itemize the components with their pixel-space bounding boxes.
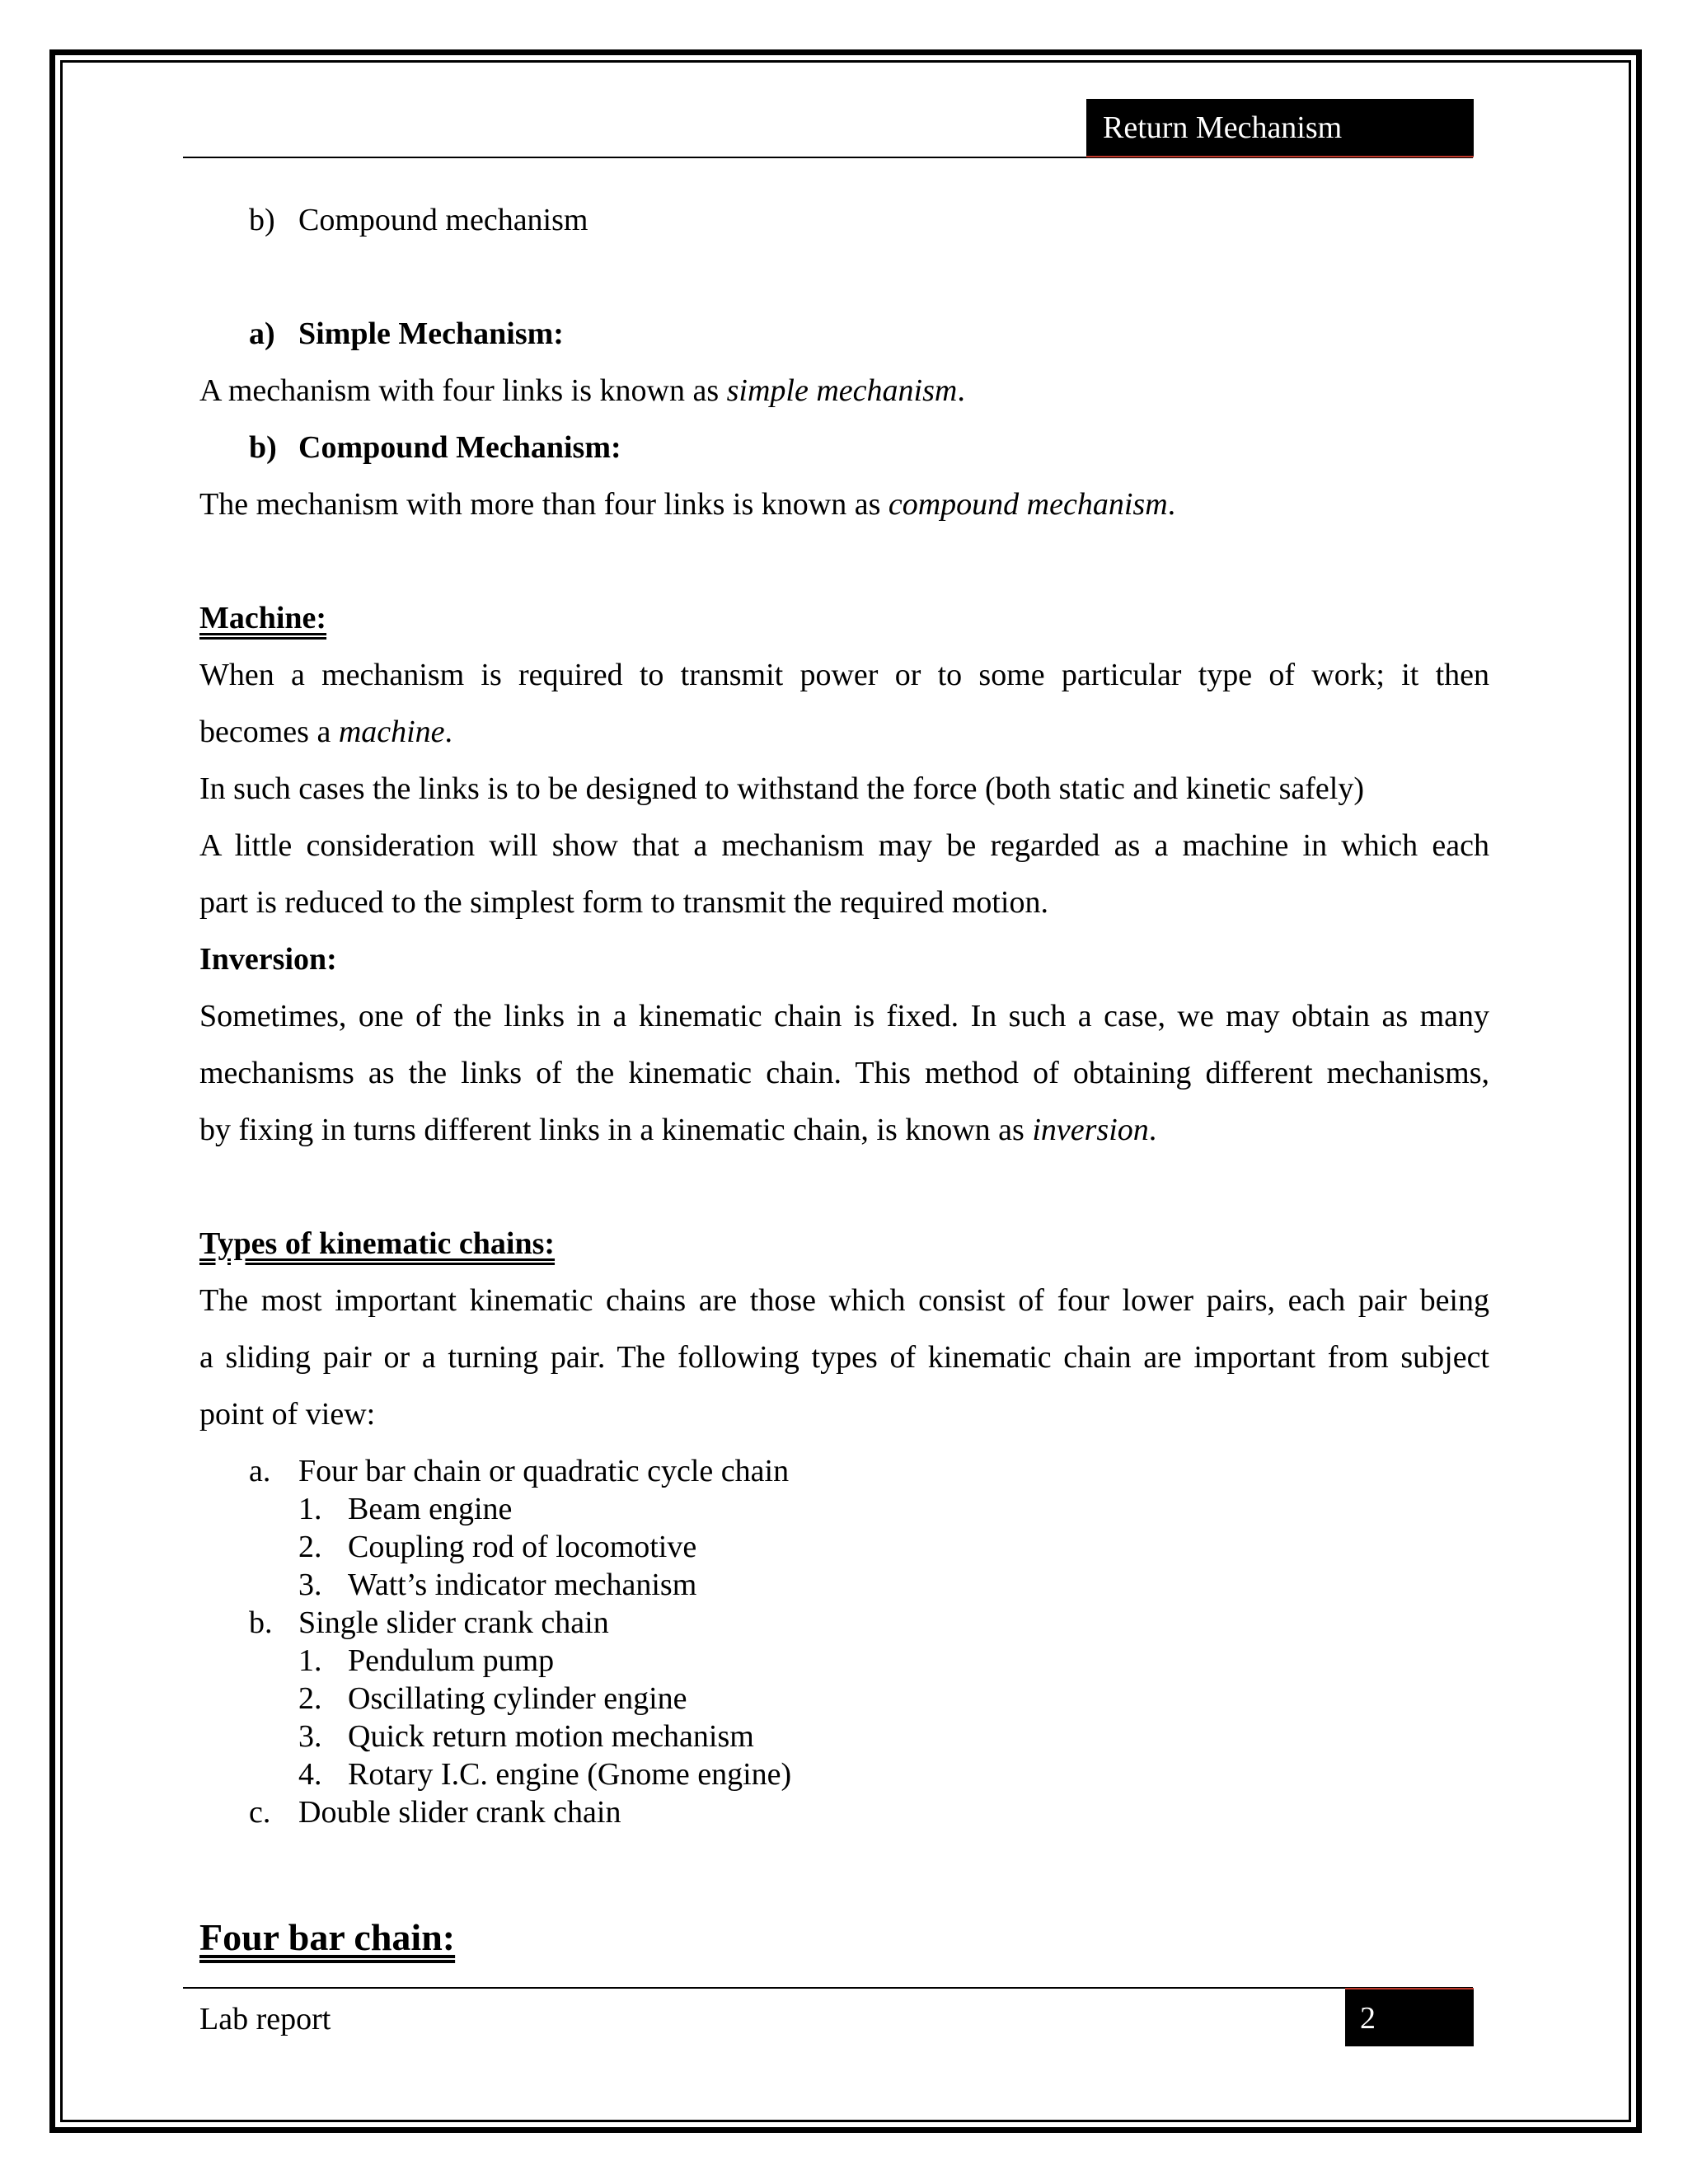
term: inversion bbox=[1032, 1113, 1149, 1147]
inversion-line-3 bbox=[199, 1109, 1156, 1151]
list-text: Double slider crank chain bbox=[298, 1795, 621, 1830]
list-text: Quick return motion mechanism bbox=[348, 1719, 754, 1754]
list-item-a bbox=[249, 1451, 789, 1492]
inversion-line-2: mechanisms as the links of the kinematic chain. This method of obtaining different mechanisms, bbox=[199, 1056, 1489, 1090]
list-marker: b) bbox=[249, 430, 277, 465]
list-item-b-1 bbox=[298, 1640, 554, 1681]
list-item-b-2 bbox=[298, 1678, 687, 1719]
types-line-1: The most important kinematic chains are those which consist of four lower pairs, each pair being bbox=[199, 1283, 1489, 1318]
machine-heading: Machine: bbox=[199, 601, 327, 635]
list-marker: 2. bbox=[298, 1530, 322, 1564]
machine-line-5: part is reduced to the simplest form to transmit the required motion. bbox=[199, 885, 1048, 920]
list-text: Coupling rod of locomotive bbox=[348, 1530, 697, 1564]
heading-text: Simple Mechanism: bbox=[298, 316, 564, 351]
list-marker: 4. bbox=[298, 1757, 322, 1792]
footer-rule bbox=[183, 1987, 1473, 1989]
machine-line-3: In such cases the links is to be designed to withstand the force (both static and kinetic safely) bbox=[199, 771, 1365, 806]
list-text: Beam engine bbox=[348, 1492, 513, 1526]
compound-mechanism-heading bbox=[249, 427, 621, 468]
text-run: . bbox=[1148, 1113, 1157, 1147]
text-run: . bbox=[444, 715, 453, 749]
text-run: by fixing in turns different links in a kinematic chain, is known as bbox=[199, 1113, 1033, 1147]
text-run: . bbox=[1167, 487, 1176, 522]
list-item-b-3 bbox=[298, 1716, 754, 1757]
list-text: Compound mechanism bbox=[298, 203, 588, 237]
machine-line-4: A little consideration will show that a mechanism may be regarded as a machine in which each bbox=[199, 828, 1489, 863]
inversion-heading: Inversion: bbox=[199, 942, 337, 977]
list-item-c bbox=[249, 1792, 621, 1833]
list-marker: 3. bbox=[298, 1719, 322, 1754]
header-title: Return Mechanism bbox=[1086, 99, 1474, 157]
text-run: becomes a bbox=[199, 715, 339, 749]
compound-mechanism-text bbox=[199, 484, 1175, 525]
heading-text: Compound Mechanism: bbox=[298, 430, 621, 465]
machine-line-1: When a mechanism is required to transmit power or to some particular type of work; it then bbox=[199, 658, 1489, 692]
text-run: The mechanism with more than four links is known as bbox=[199, 487, 889, 522]
term: compound mechanism bbox=[888, 487, 1168, 522]
list-item-a-2 bbox=[298, 1526, 696, 1568]
list-item-b-4 bbox=[298, 1754, 791, 1795]
list-marker: 1. bbox=[298, 1643, 322, 1678]
footer-label: Lab report bbox=[199, 2002, 331, 2036]
page-number: 2 bbox=[1345, 1988, 1474, 2046]
list-marker: 2. bbox=[298, 1681, 322, 1716]
list-text: Oscillating cylinder engine bbox=[348, 1681, 687, 1716]
inversion-line-1: Sometimes, one of the links in a kinematic chain is fixed. In such a case, we may obtain as many bbox=[199, 999, 1489, 1033]
types-line-2: a sliding pair or a turning pair. The following types of kinematic chain are important from subject bbox=[199, 1340, 1489, 1375]
list-text: Rotary I.C. engine (Gnome engine) bbox=[348, 1757, 792, 1792]
list-marker: b) bbox=[249, 203, 275, 237]
list-text: Watt’s indicator mechanism bbox=[348, 1568, 697, 1602]
list-text: Four bar chain or quadratic cycle chain bbox=[298, 1454, 790, 1488]
simple-mechanism-text bbox=[199, 370, 965, 411]
list-marker: a) bbox=[249, 316, 275, 351]
list-item-b bbox=[249, 1602, 609, 1643]
text-run: . bbox=[957, 373, 965, 408]
term: machine bbox=[338, 715, 445, 749]
list-item-a-1 bbox=[298, 1488, 512, 1530]
list-item-a-3 bbox=[298, 1564, 696, 1605]
simple-mechanism-heading bbox=[249, 313, 564, 354]
text-run: A mechanism with four links is known as bbox=[199, 373, 727, 408]
list-marker: 3. bbox=[298, 1568, 322, 1602]
list-text: Pendulum pump bbox=[348, 1643, 555, 1678]
term: simple mechanism bbox=[726, 373, 958, 408]
list-marker: 1. bbox=[298, 1492, 322, 1526]
list-text: Single slider crank chain bbox=[298, 1605, 609, 1640]
list-marker: c. bbox=[249, 1795, 271, 1830]
machine-line-2 bbox=[199, 711, 452, 752]
list-marker: b. bbox=[249, 1605, 273, 1640]
intro-list-item bbox=[249, 199, 588, 241]
list-marker: a. bbox=[249, 1454, 271, 1488]
four-bar-chain-heading: Four bar chain: bbox=[199, 1916, 456, 1958]
types-heading: Types of kinematic chains: bbox=[199, 1226, 556, 1261]
types-line-3: point of view: bbox=[199, 1397, 376, 1432]
